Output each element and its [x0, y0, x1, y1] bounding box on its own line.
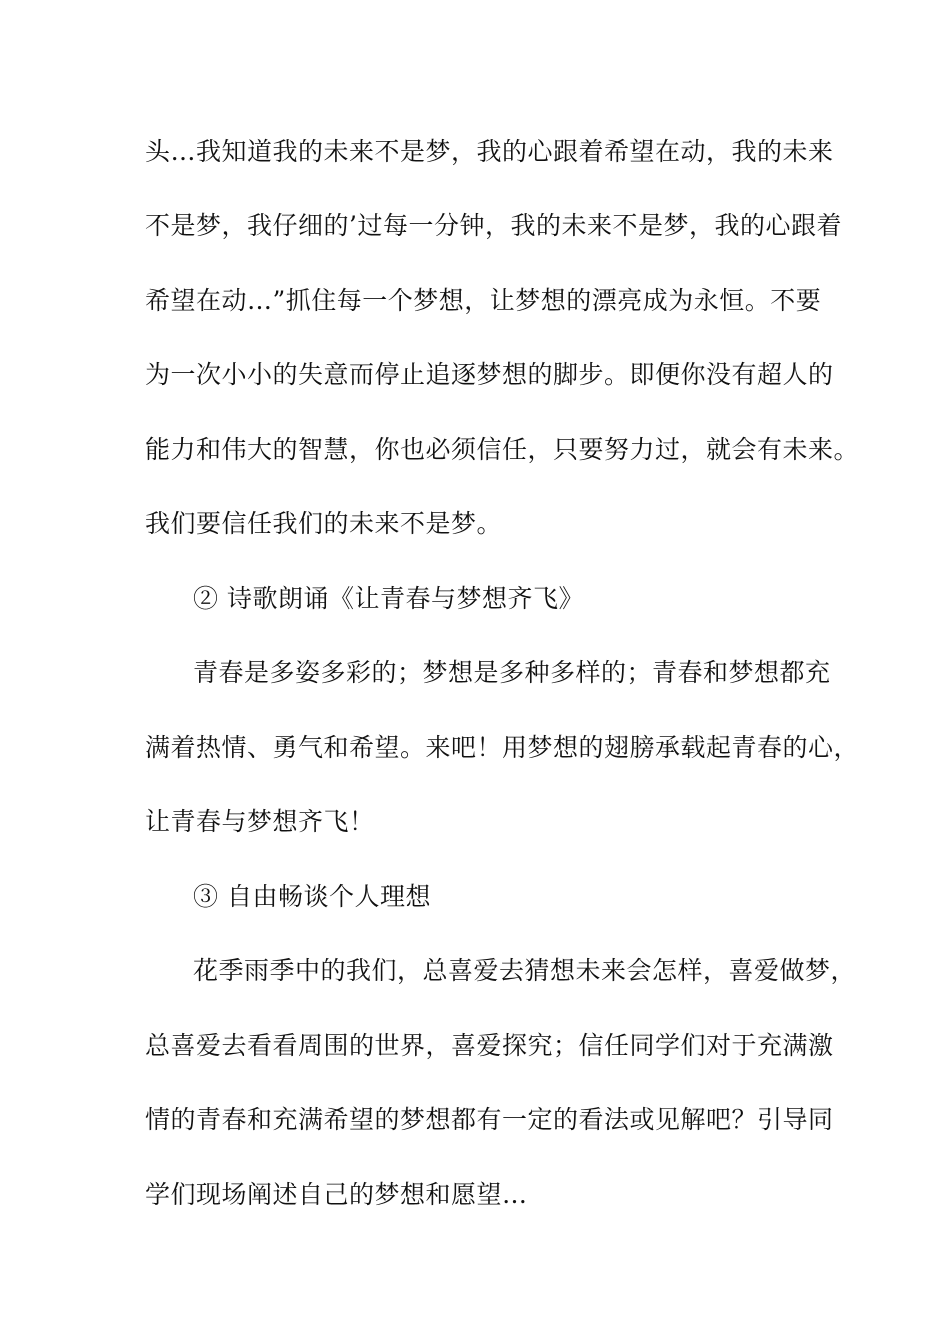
paragraph-line: 学们现场阐述自己的梦想和愿望… [145, 1180, 528, 1209]
paragraph-line: 不是梦，我仔细的’过每一分钟，我的未来不是梦，我的心跟着 [145, 211, 842, 240]
paragraph-line: 青春是多姿多彩的；梦想是多种多样的；青春和梦想都充 [193, 658, 831, 687]
paragraph-line: 满着热情、勇气和希望。来吧！用梦想的翅膀承载起青春的心， [145, 733, 860, 762]
paragraph-line: 总喜爱去看看周围的世界，喜爱探究；信任同学们对于充满激 [145, 1031, 834, 1060]
paragraph-line: 我们要信任我们的未来不是梦。 [145, 509, 503, 538]
section-heading-poetry-recital: ② 诗歌朗诵《让青春与梦想齐飞》 [193, 584, 584, 613]
section-heading-free-talk: ③ 自由畅谈个人理想 [193, 882, 431, 911]
paragraph-line: 希望在动…”抓住每一个梦想，让梦想的漂亮成为永恒。不要 [145, 286, 822, 315]
paragraph-line: 花季雨季中的我们，总喜爱去猜想未来会怎样，喜爱做梦， [193, 956, 857, 985]
paragraph-line: 情的青春和充满希望的梦想都有一定的看法或见解吧？引导同 [145, 1105, 834, 1134]
paragraph-line: 让青春与梦想齐飞！ [145, 807, 375, 836]
paragraph-line: 为一次小小的失意而停止追逐梦想的脚步。即便你没有超人的 [145, 360, 834, 389]
paragraph-line: 头…我知道我的未来不是梦，我的心跟着希望在动，我的未来 [145, 137, 834, 166]
paragraph-line: 能力和伟大的智慧，你也必须信任，只要努力过，就会有未来。 [145, 435, 860, 464]
